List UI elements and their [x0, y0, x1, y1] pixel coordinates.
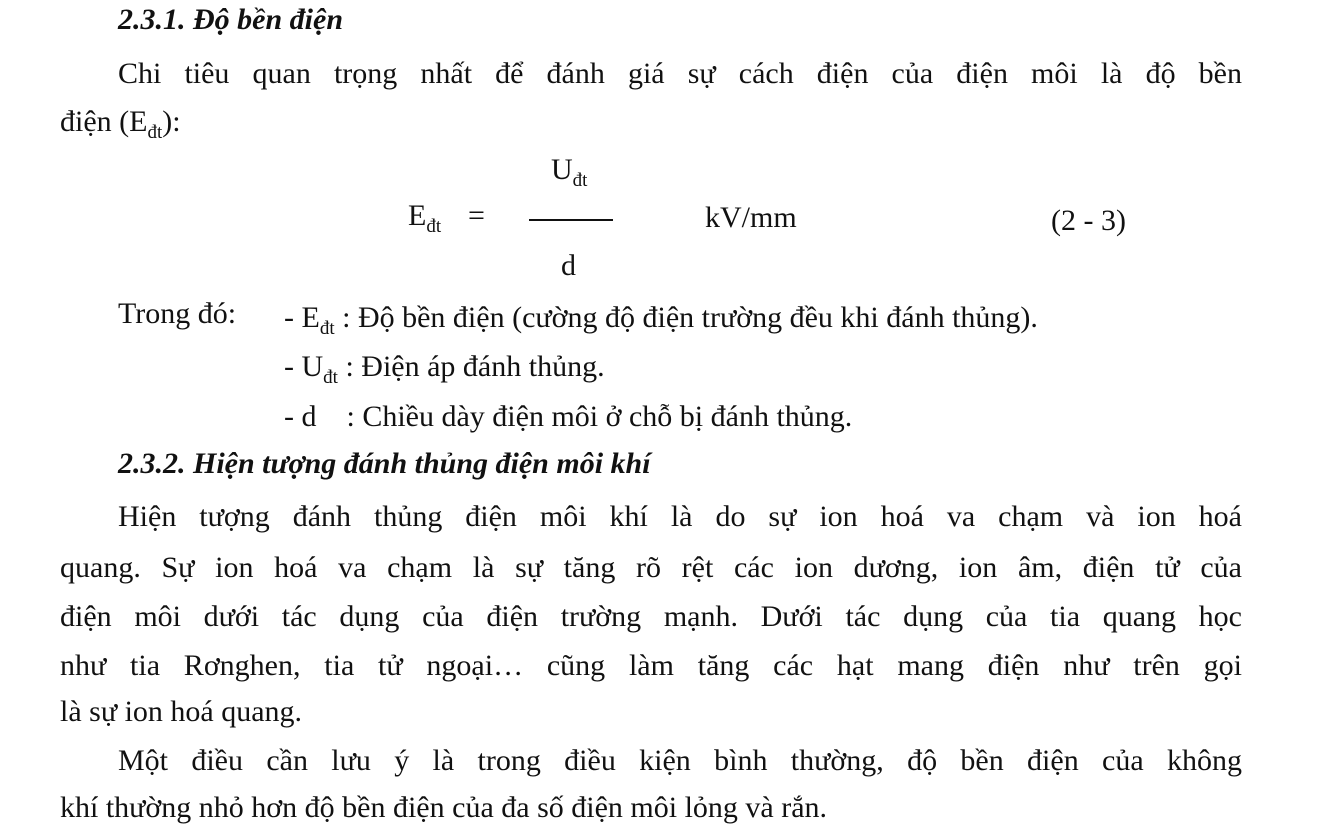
definition-symbol: E — [301, 301, 320, 334]
definition-text: : Điện áp đánh thủng. — [337, 350, 605, 383]
intro-line-2-pre: điện (E — [60, 105, 148, 138]
intro-line-2-post: ): — [162, 105, 181, 138]
para2-line-1: Một điều cần lưu ý là trong điều kiện bình thường, độ bền điện của không — [118, 744, 1242, 777]
definition-dash: - — [284, 350, 302, 383]
definition-item-d — [284, 399, 852, 435]
formula-numerator-sub: đt — [572, 170, 588, 191]
para2-line-2: khí thường nhỏ hơn độ bền điện của đa số điện môi lỏng và rắn. — [60, 791, 828, 824]
formula-unit: kV/mm — [705, 201, 797, 234]
formula-lhs-sub: đt — [426, 216, 442, 237]
definition-symbol: d — [301, 400, 317, 433]
definition-dash: - — [284, 400, 302, 433]
intro-line-2-sub: đt — [147, 122, 163, 143]
para1-line-2: quang. Sự ion hoá va chạm là sự tăng rõ rệt các ion dương, ion âm, điện tử của — [60, 551, 1242, 584]
definition-sub: đt — [323, 367, 338, 388]
definition-text: : Chiều dày điện môi ở chỗ bị đánh thủng. — [316, 400, 853, 433]
definition-item-udt — [284, 349, 605, 389]
definition-symbol: U — [301, 350, 324, 383]
definition-item-edt — [284, 300, 1038, 340]
definition-text: : Độ bền điện (cường độ điện trường đều khi đánh thủng). — [334, 301, 1038, 334]
formula-numerator-symbol: U — [551, 153, 573, 186]
para1-line-1: Hiện tượng đánh thủng điện môi khí là do sự ion hoá va chạm và ion hoá — [118, 500, 1242, 533]
section-heading-2-3-1: 2.3.1. Độ bền điện — [118, 3, 343, 36]
intro-line-1: Chi tiêu quan trọng nhất để đánh giá sự cách điện của điện môi là độ bền — [118, 57, 1242, 90]
formula-lhs — [408, 198, 441, 238]
para1-line-4: như tia Rơnghen, tia tử ngoại… cũng làm tăng các hạt mang điện như trên gọi — [60, 649, 1242, 682]
formula-denominator: d — [561, 249, 576, 282]
definition-sub: đt — [319, 318, 335, 339]
formula-equals: = — [468, 199, 485, 232]
definitions-lead: Trong đó: — [118, 297, 237, 330]
para1-line-3: điện môi dưới tác dụng của điện trường mạnh. Dưới tác dụng của tia quang học — [60, 600, 1242, 633]
para1-line-5: là sự ion hoá quang. — [60, 695, 303, 728]
formula-numerator — [551, 152, 587, 192]
formula-number: (2 - 3) — [1051, 204, 1126, 237]
formula-lhs-symbol: E — [408, 199, 427, 232]
fraction-bar — [529, 219, 613, 221]
intro-line-2 — [60, 104, 181, 144]
section-heading-2-3-2: 2.3.2. Hiện tượng đánh thủng điện môi khí — [118, 447, 651, 480]
definition-dash: - — [284, 301, 302, 334]
